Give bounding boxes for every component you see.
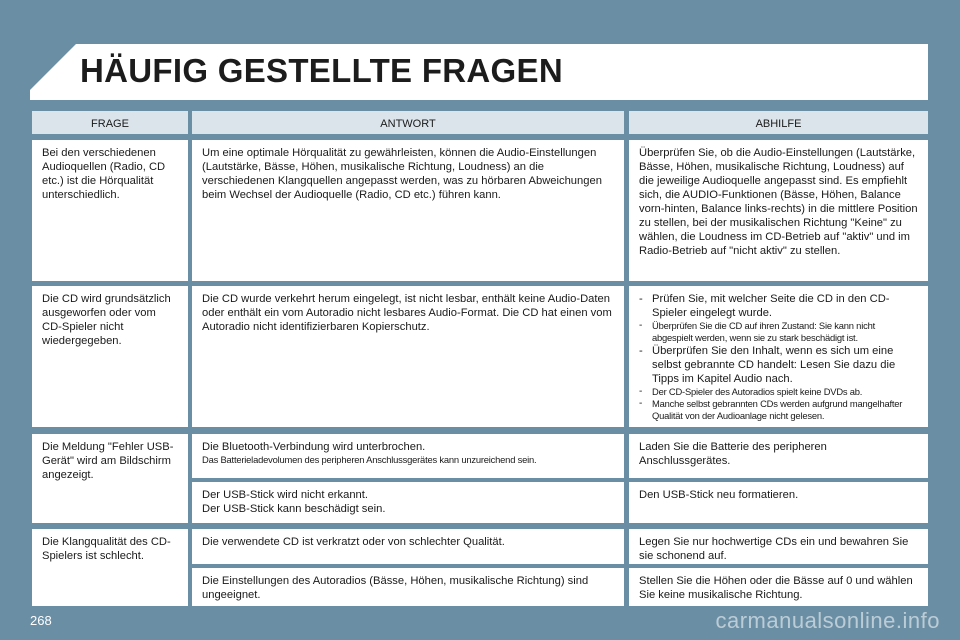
remedy-text: Stellen Sie die Höhen oder die Bässe auf 0 und wählen Sie keine musikalische Richtung. — [639, 575, 913, 601]
answer-text: Die verwendete CD ist verkratzt oder von schlechter Qualität. — [202, 536, 505, 548]
remedy-item: - Manche selbst gebrannten CDs werden aufgrund mangelhafter Qualität von der Audioanlage nicht gelesen. — [639, 398, 918, 422]
question-text: Die Klangqualität des CD-Spielers ist schlecht. — [42, 536, 171, 562]
answer-cell — [192, 482, 624, 523]
answer-cell — [192, 286, 624, 427]
remedy-item: - Prüfen Sie, mit welcher Seite die CD in den CD-Spieler eingelegt wurde. — [639, 292, 918, 320]
remedy-item: - Überprüfen Sie die CD auf ihren Zustand: Sie kann nicht abgespielt werden, wenn sie zu stark beschädigt ist. — [639, 320, 918, 344]
question-cell — [32, 434, 188, 523]
remedy-cell — [629, 140, 928, 281]
question-text: Bei den verschiedenen Audioquellen (Radio, CD etc.) ist die Hörqualität unterschiedlich. — [42, 147, 166, 201]
answer-text: Das Batterieladevolumen des peripheren Anschlussgerätes kann unzureichend sein. — [202, 454, 537, 465]
remedy-cell — [629, 434, 928, 478]
header-frage: FRAGE — [32, 111, 188, 134]
answer-cell — [192, 568, 624, 606]
question-text: Die Meldung "Fehler USB-Gerät" wird am Bildschirm angezeigt. — [42, 441, 174, 481]
header-antwort: ANTWORT — [192, 111, 624, 134]
page-number: 268 — [30, 613, 52, 628]
page-title: HÄUFIG GESTELLTE FRAGEN — [80, 52, 563, 89]
answer-text: Die CD wurde verkehrt herum eingelegt, ist nicht lesbar, enthält keine Audio-Daten oder enthält ein vom Autoradio nicht lesbares Audio-Format. Die CD hat einen vom Autoradio nicht identifizierbaren Kopierschutz. — [202, 293, 612, 333]
remedy-cell — [629, 568, 928, 606]
answer-cell — [192, 529, 624, 564]
answer-text: Die Bluetooth-Verbindung wird unterbrochen. — [202, 441, 426, 453]
question-cell — [32, 529, 188, 606]
answer-cell — [192, 140, 624, 281]
remedy-cell — [629, 482, 928, 523]
header-abhilfe: ABHILFE — [629, 111, 928, 134]
remedy-text: Laden Sie die Batterie des peripheren Anschlussgerätes. — [639, 441, 827, 467]
remedy-item: - Der CD-Spieler des Autoradios spielt keine DVDs ab. — [639, 386, 918, 398]
remedy-item: - Überprüfen Sie den Inhalt, wenn es sich um eine selbst gebrannte CD handelt: Lesen Sie dazu die Tipps im Kapitel Audio nach. — [639, 344, 918, 386]
answer-text: Die Einstellungen des Autoradios (Bässe, Höhen, musikalische Richtung) sind ungeeignet. — [202, 575, 589, 601]
watermark: carmanualsonline.info — [715, 608, 940, 633]
remedy-cell — [629, 286, 928, 427]
answer-cell — [192, 434, 624, 478]
question-cell — [32, 140, 188, 281]
remedy-text: Den USB-Stick neu formatieren. — [639, 489, 799, 501]
answer-text: Um eine optimale Hörqualität zu gewährleisten, können die Audio-Einstellungen (Lautstärke, Bässe, Höhen, musikalische Richtung, Loudness) an die verschiedenen Klangquellen angepasst werden, was zu hörbaren Abweichungen beim Wechsel der Audioquelle (Radio, CD etc.) führen kann. — [202, 147, 602, 201]
remedy-list — [639, 292, 918, 422]
answer-text: Der USB-Stick wird nicht erkannt. Der USB-Stick kann beschädigt sein. — [202, 489, 386, 515]
question-cell — [32, 286, 188, 427]
remedy-text: Überprüfen Sie, ob die Audio-Einstellungen (Lautstärke, Bässe, Höhen, musikalische Richtung, Loudness) auf die jeweilige Audioquelle angepasst sind. Es empfiehlt sich, die AUDIO-Funktionen (Bässe, Höhen, Balance vorn-hinten, Balance links-rechts) in die mittlere Position zu stellen, bei der musikalischen Richtung "Keine" zu wählen, die Loudness im CD-Betrieb auf "aktiv" und im Radio-Betrieb auf "nicht aktiv" zu stellen. — [639, 147, 918, 257]
remedy-text: Legen Sie nur hochwertige CDs ein und bewahren Sie sie schonend auf. — [639, 536, 909, 562]
question-text: Die CD wird grundsätzlich ausgeworfen oder vom CD-Spieler nicht wiedergegeben. — [42, 293, 171, 347]
remedy-cell — [629, 529, 928, 564]
